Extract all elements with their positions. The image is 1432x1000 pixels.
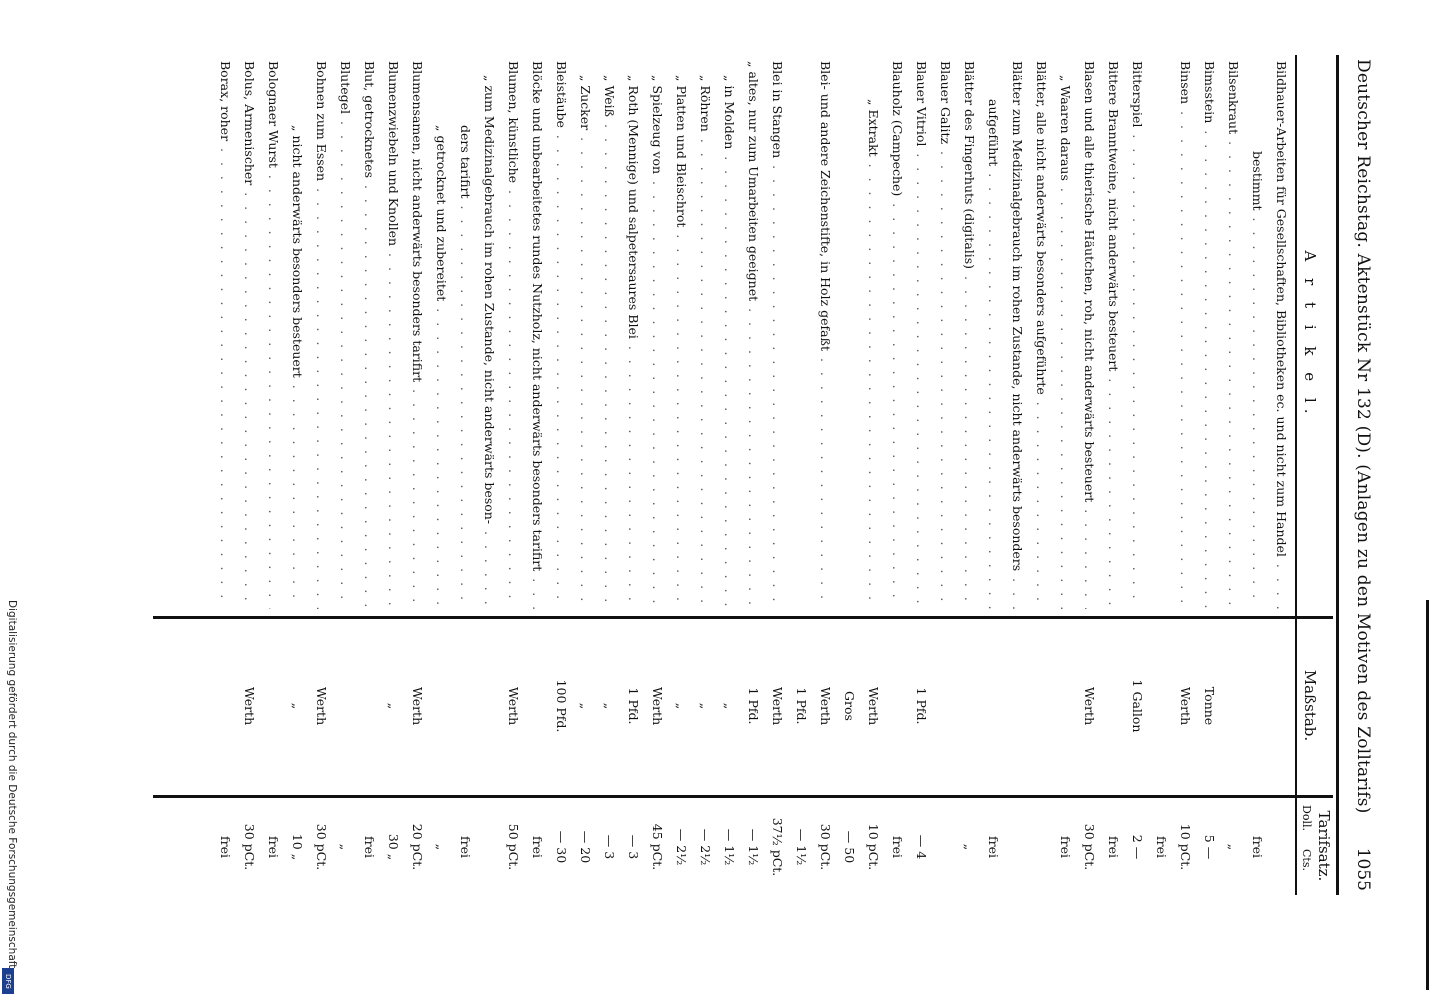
rate-sub-cents: Cts. [1300, 849, 1313, 871]
rate-cell: — 1½ [722, 828, 737, 866]
measure-cell: Gros [842, 691, 857, 721]
tariff-table [213, 55, 1293, 895]
article-cell: Blumenzwiebeln und Knollen . . . [381, 61, 405, 609]
measure-cell: 1 Pfd. [746, 687, 761, 725]
rate-cell: — 3 [626, 834, 641, 860]
table-row [813, 55, 837, 895]
rate-cell: 10 pCt. [866, 823, 881, 871]
measure-cell: 1 Pfd. [914, 687, 929, 725]
measure-cell: Werth [410, 686, 425, 726]
rate-cell: frei [1058, 836, 1073, 858]
table-row [285, 55, 309, 895]
rate-cell: frei [458, 836, 473, 858]
article-cell: „ Roth (Mennige) und salpetersaures Blei . . . [621, 75, 645, 609]
table-row [1197, 55, 1221, 895]
table-row [957, 55, 981, 895]
article-cell: Blauholz (Campeche) . . . [885, 61, 909, 609]
rate-cell: frei [530, 836, 545, 858]
article-cell: Bildhauer-Arbeiten für Gesellschaften, Bibliotheken ec. und nicht zum Handel . . . [1269, 61, 1293, 609]
article-cell: Blumensamen, nicht anderwärts besonders tarifirt . . . [405, 61, 429, 609]
measure-cell: Werth [1082, 686, 1097, 726]
table-row [1005, 55, 1029, 895]
measure-cell: Tonne [1202, 686, 1217, 726]
measure-cell: „ [602, 702, 617, 710]
rate-cell: „ [962, 843, 977, 851]
table-row [1269, 55, 1293, 895]
rate-cell: frei [1106, 836, 1121, 858]
rate-cell: frei [1250, 836, 1265, 858]
table-row [1149, 55, 1173, 895]
article-cell: „ Röhren . . . [693, 75, 717, 609]
measure-cell: „ [722, 702, 737, 710]
table-row [597, 55, 621, 895]
article-cell: „ in Molden . . . [717, 75, 741, 609]
article-cell: aufgeführt . . . [981, 99, 1005, 609]
rate-column-title: Tarifsatz. [1315, 810, 1333, 882]
rate-cell: 10 pCt. [1178, 823, 1193, 871]
rate-cell: — 2½ [698, 828, 713, 866]
table-row [933, 55, 957, 895]
rate-cell: 20 pCt. [410, 823, 425, 871]
table-row [453, 55, 477, 895]
table-row [405, 55, 429, 895]
measure-cell: Werth [1178, 686, 1193, 726]
table-row [861, 55, 885, 895]
measure-cell: „ [698, 702, 713, 710]
article-cell: Blöcke und unbearbeitetes rundes Nutzholz, nicht anderwärts besonders tarifirt . . . [525, 61, 549, 609]
article-column-title: A r t i k e l. [1301, 250, 1319, 420]
table-row [261, 55, 285, 895]
rate-cell: 2 — [1130, 834, 1145, 860]
running-head [1336, 55, 1385, 895]
table-row [645, 55, 669, 895]
rate-cell: 10 „ [290, 833, 305, 861]
table-row [621, 55, 645, 895]
article-cell: „ zum Medizinalgebrauch im rohen Zustande, nicht anderwärts beson- . . . [477, 75, 501, 609]
credit-text: Digitalisierung gefördert durch die Deutsche Forschungsgemeinschaft [6, 600, 18, 969]
measure-cell: „ [674, 702, 689, 710]
article-cell: Bohnen zum Essen . . . [309, 61, 333, 609]
article-cell: Blasen und alle thierische Häutchen, roh, nicht anderwärts besteuert . . . [1077, 61, 1101, 609]
table-row [237, 55, 261, 895]
table-row [765, 55, 789, 895]
digitization-credit [2, 600, 18, 990]
article-cell: Blätter zum Medizinalgebrauch im rohen Zustande, nicht anderwärts besonders . . . [1005, 61, 1029, 609]
table-row [693, 55, 717, 895]
table-row [381, 55, 405, 895]
article-cell: Blei in Stangen . . . [765, 61, 789, 609]
measure-cell: Werth [650, 686, 665, 726]
article-cell: „ nicht anderwärts besonders besteuert . . . [285, 125, 309, 609]
article-cell: Bilsenkraut . . . [1221, 61, 1245, 609]
measure-cell: Werth [314, 686, 329, 726]
article-cell: Bleistäube . . . [549, 61, 573, 609]
table-row [789, 55, 813, 895]
measure-cell: „ [290, 702, 305, 710]
table-row [1053, 55, 1077, 895]
measure-cell: 100 Pfd. [554, 679, 569, 733]
column-headers [1295, 55, 1333, 895]
table-row [837, 55, 861, 895]
article-cell: Binsen . . . [1173, 61, 1197, 609]
article-cell: Blätter, alle nicht anderwärts besonders aufgeführte . . . [1029, 61, 1053, 609]
rate-cell: „ [338, 843, 353, 851]
article-cell: „ Extrakt . . . [861, 99, 885, 609]
measure-cell: Werth [866, 686, 881, 726]
edge-rule [1426, 600, 1429, 990]
table-row [1101, 55, 1125, 895]
article-cell: „ Platten und Bleischrot . . . [669, 75, 693, 609]
measure-column-title: Maßstab. [1301, 669, 1319, 742]
table-row [1245, 55, 1269, 895]
table-row [717, 55, 741, 895]
article-cell: „ Waaren daraus . . . [1053, 75, 1077, 609]
table-row [477, 55, 501, 895]
rate-cell: — 50 [842, 830, 857, 864]
article-cell: Blutegel . . . [333, 61, 357, 609]
table-row [1029, 55, 1053, 895]
rate-cell: — 1½ [794, 828, 809, 866]
table-row [909, 55, 933, 895]
table-row [333, 55, 357, 895]
table-row [669, 55, 693, 895]
rate-cell: — 2½ [674, 828, 689, 866]
article-cell: Bittere Branntweine, nicht anderwärts besteuert . . . [1101, 61, 1125, 609]
article-cell: Bimsstein . . . [1197, 61, 1221, 609]
table-row [1077, 55, 1101, 895]
article-cell: Blauer Vitriol . . . [909, 61, 933, 609]
rate-cell: 30 pCt. [1082, 823, 1097, 871]
rate-cell: frei [266, 836, 281, 858]
rate-cell: 30 „ [386, 833, 401, 861]
article-cell: Blut, getrocknetes . . . [357, 61, 381, 609]
rate-cell: frei [986, 836, 1001, 858]
rate-cell: 30 pCt. [314, 823, 329, 871]
rate-cell: — 1½ [746, 828, 761, 866]
article-cell: „ altes, nur zum Umarbeiten geeignet . . . [741, 61, 765, 609]
rate-cell: — 4 [914, 834, 929, 860]
measure-cell: „ [386, 702, 401, 710]
page-number: 1055 [1353, 847, 1373, 891]
rate-cell: frei [890, 836, 905, 858]
article-cell: Borax, roher . . . [213, 61, 237, 609]
rate-cell: frei [362, 836, 377, 858]
table-row [525, 55, 549, 895]
article-cell: Blei- und andere Zeichenstifte, in Holz gefaßt . . . [813, 61, 837, 609]
rate-cell: 30 pCt. [242, 823, 257, 871]
rate-cell: „ [1226, 843, 1241, 851]
rate-cell: — 30 [554, 830, 569, 864]
rate-cell: 5 — [1202, 834, 1217, 860]
rate-cell: — 20 [578, 830, 593, 864]
measure-cell: Werth [818, 686, 833, 726]
table-row [501, 55, 525, 895]
article-cell: Bitterspiel . . . [1125, 61, 1149, 609]
rate-cell: 30 pCt. [818, 823, 833, 871]
rate-cell: 45 pCt. [650, 823, 665, 871]
table-row [885, 55, 909, 895]
measure-cell: 1 Pfd. [626, 687, 641, 725]
running-title: Deutscher Reichstag. Aktenstück Nr 132 (D). (Anlagen zu den Motiven des Zolltarifs) [1353, 59, 1373, 814]
table-row [573, 55, 597, 895]
article-cell: „ Spielzeug von . . . [645, 75, 669, 609]
article-cell: Blauer Galitz . . . [933, 61, 957, 609]
table-row [213, 55, 237, 895]
rotated-page [125, 55, 1385, 895]
article-cell: „ Weiß . . . [597, 75, 621, 609]
table-row [1125, 55, 1149, 895]
measure-cell: 1 Gallon [1130, 679, 1145, 733]
rate-cell: frei [1154, 836, 1169, 858]
article-cell: „ getrocknet und zubereitet . . . [429, 125, 453, 609]
rate-cell: 50 pCt. [506, 823, 521, 871]
table-row [429, 55, 453, 895]
measure-cell: Werth [242, 686, 257, 726]
table-row [741, 55, 765, 895]
measure-cell: 1 Pfd. [794, 687, 809, 725]
article-cell: Blätter des Fingerhuts (digitalis) . . . [957, 61, 981, 609]
article-cell: Bolognaer Wurst . . . [261, 61, 285, 609]
rate-cell: 37½ pCt. [770, 817, 785, 877]
measure-cell: Werth [506, 686, 521, 726]
measure-cell: Werth [770, 686, 785, 726]
table-row [309, 55, 333, 895]
table-row [549, 55, 573, 895]
rate-cell: — 3 [602, 834, 617, 860]
rate-cell: „ [434, 843, 449, 851]
article-cell: ders tarifirt . . . [453, 125, 477, 609]
rate-sub-dollars: Doll. [1300, 805, 1313, 831]
article-cell: Bolus, Armenischer . . . [237, 61, 261, 609]
article-cell: Blumen, künstliche . . . [501, 61, 525, 609]
table-row [1221, 55, 1245, 895]
dfg-logo: DFG [2, 968, 14, 994]
article-cell: bestimmt . . . [1245, 151, 1269, 609]
table-row [981, 55, 1005, 895]
table-row [357, 55, 381, 895]
rate-cell: frei [218, 836, 233, 858]
article-cell: „ Zucker . . . [573, 75, 597, 609]
table-row [1173, 55, 1197, 895]
measure-cell: „ [578, 702, 593, 710]
